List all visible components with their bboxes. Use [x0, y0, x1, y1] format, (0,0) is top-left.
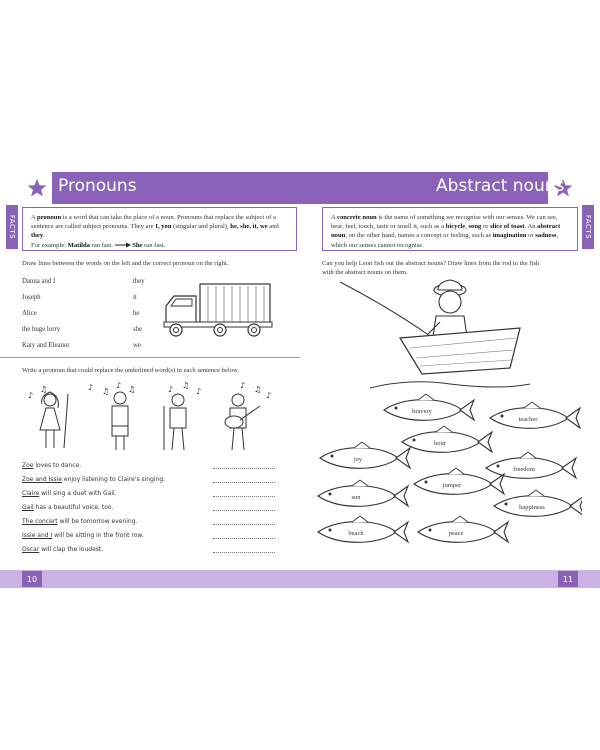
- svg-text:♪: ♪: [88, 383, 94, 392]
- match-right-pronoun: we: [133, 342, 141, 349]
- fish[interactable]: [402, 426, 492, 452]
- fish-word: hour: [434, 440, 446, 447]
- right-page-number: 11: [558, 571, 578, 587]
- answer-line[interactable]: [213, 510, 275, 511]
- answer-line[interactable]: [213, 524, 275, 525]
- left-facts-box: A pronoun is a word that can take the place of a noun. Pronouns that replace the subject of a sentence are called subject pronouns. They are I, you (singular and plural), he, she, it, we and they. For example: Matilda ran fast. She ran fast.: [22, 207, 297, 251]
- fish-word: teacher: [518, 416, 538, 423]
- sentence: Issie and I will be sitting in the front row.: [22, 532, 144, 539]
- fish[interactable]: [318, 480, 408, 506]
- fish[interactable]: [414, 468, 504, 494]
- sentence: Claire will sing a duet with Gail.: [22, 490, 117, 497]
- fish[interactable]: [486, 452, 576, 478]
- arrow-right-icon: [115, 242, 131, 248]
- section-divider: [0, 357, 300, 358]
- fish[interactable]: [494, 490, 582, 516]
- sentence: Gail has a beautiful voice, too.: [22, 504, 114, 511]
- svg-text:♪: ♪: [28, 391, 34, 400]
- fish-word: bravery: [412, 408, 432, 415]
- fish-word: peace: [448, 530, 464, 537]
- match-left-word: Katy and Eleanor: [22, 342, 70, 349]
- match-left-word: the huge lorry: [22, 326, 61, 333]
- svg-text:♫: ♫: [40, 385, 48, 394]
- fish-word: jumper: [442, 482, 462, 489]
- match-left-word: Alice: [22, 310, 37, 317]
- answer-line[interactable]: [213, 538, 275, 539]
- fish-word: beach: [348, 530, 364, 537]
- answer-line[interactable]: [213, 482, 275, 483]
- match-right-pronoun: she: [133, 326, 143, 333]
- fish-word: happiness: [519, 504, 545, 511]
- fish[interactable]: [384, 394, 474, 420]
- sentence: Zoe and Issie enjoy listening to Claire's singing.: [22, 476, 166, 483]
- fish[interactable]: [418, 516, 508, 542]
- svg-text:♪: ♪: [196, 387, 202, 396]
- left-page-title: Pronouns: [58, 176, 137, 196]
- match-right-pronoun: it: [133, 294, 137, 301]
- svg-text:♪: ♪: [168, 385, 174, 394]
- sentence: Oscar will clap the loudest.: [22, 546, 104, 553]
- match-left-word: Danna and I: [22, 278, 56, 285]
- singers-illustration: [28, 380, 278, 455]
- lorry-illustration: [162, 282, 274, 340]
- star-icon: [27, 178, 47, 198]
- svg-text:♪: ♪: [266, 391, 272, 400]
- fish-word: joy: [353, 456, 363, 463]
- sentence: The concert will be tomorrow evening.: [22, 518, 138, 525]
- match-right-pronoun: he: [133, 310, 140, 317]
- fish-word: sun: [351, 494, 361, 501]
- fish-pond: [316, 392, 582, 562]
- fishing-boy-illustration: [330, 278, 570, 398]
- left-facts-tab: FACTS: [6, 205, 18, 249]
- left-page-number: 10: [22, 571, 42, 587]
- answer-line[interactable]: [213, 496, 275, 497]
- svg-text:♫: ♫: [182, 381, 190, 390]
- right-facts-tab: FACTS: [582, 205, 594, 249]
- fish[interactable]: [318, 516, 408, 542]
- match-left-word: Joseph: [22, 294, 41, 301]
- fish[interactable]: [490, 402, 580, 428]
- sentence: Zoe loves to dance.: [22, 462, 82, 469]
- match-right-pronoun: they: [133, 278, 145, 285]
- answer-line[interactable]: [213, 468, 275, 469]
- answer-line[interactable]: [213, 552, 275, 553]
- right-facts-box: A concrete noun is the name of something we recognise with our senses. We can see, hear, feel, touch, taste or smell it, such as a bicycle, song or slice of toast. An abstract noun, on the other hand, names a concept or feeling, such as imagination or sadness, which our senses cannot recognise.: [322, 207, 578, 251]
- svg-text:♫: ♫: [254, 385, 262, 394]
- svg-text:♪: ♪: [116, 381, 122, 390]
- match-instruction: Draw lines between the words on the left and the correct pronoun on the right.: [22, 260, 229, 267]
- page-footer-band: [0, 570, 600, 588]
- svg-text:♪: ♪: [240, 381, 246, 390]
- svg-text:♫: ♫: [128, 385, 136, 394]
- fish-instruction: Can you help Leon fish out the abstract nouns? Draw lines from the rod to the fish with the abstract nouns on them.: [322, 260, 540, 276]
- left-star-box: [22, 172, 52, 204]
- right-page-title: Abstract nouns: [436, 176, 565, 196]
- replace-instruction: Write a pronoun that could replace the underlined word(s) in each sentence below.: [22, 367, 239, 374]
- svg-text:♫: ♫: [102, 387, 110, 396]
- fish-word: freedom: [513, 466, 535, 473]
- fish[interactable]: [320, 442, 410, 468]
